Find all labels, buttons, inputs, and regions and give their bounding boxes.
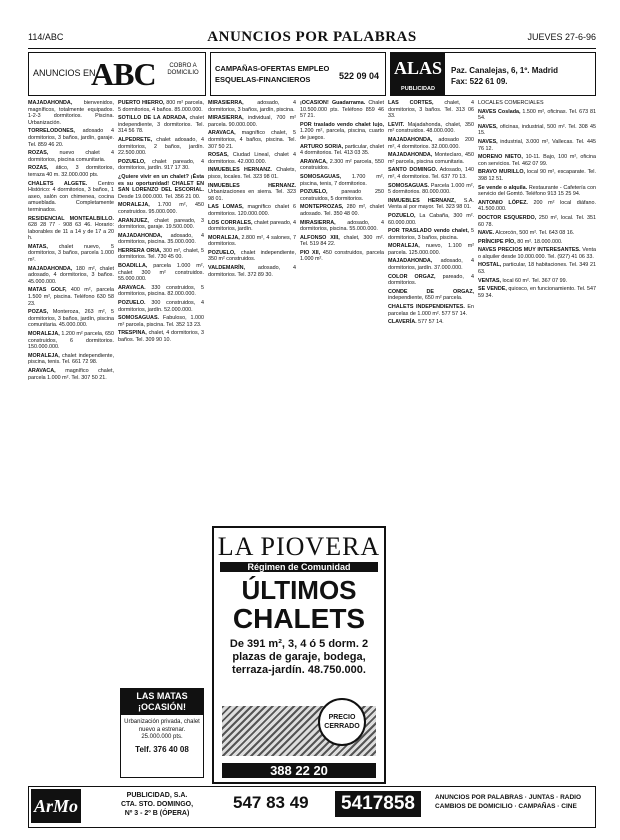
piovera-ribbon: Régimen de Comunidad bbox=[220, 562, 378, 572]
classified-ad: LOS CORRALES, chalet pareado, 4 dormitorios, jardín. bbox=[208, 219, 296, 233]
ad-keyword: ARAVACA, bbox=[28, 367, 56, 374]
ad-keyword: ANTONIO LÓPEZ. bbox=[478, 199, 528, 206]
classified-ad: MONTEPROZAS, 280 m², chalet adosado. Tel. 350 48 00. bbox=[300, 204, 384, 217]
classified-ad: NAVES, industrial, 3.000 m², Vallecas. Tel. 445 76 12. bbox=[478, 138, 596, 152]
ad-keyword: COLOR ORGAZ, bbox=[388, 273, 436, 280]
ad-keyword: MAJADAHONDA, bbox=[388, 136, 433, 143]
armo-street: CTA. STO. DOMINGO, bbox=[120, 801, 194, 808]
ad-keyword: MAJADAHONDA, bbox=[28, 100, 73, 106]
ad-keyword: MAJADAHONDA, bbox=[28, 265, 73, 272]
ad-keyword: SE VENDE, bbox=[478, 286, 507, 293]
ad-keyword: PUERTO HIERRO, bbox=[118, 100, 165, 106]
ad-keyword: NAVES Coslada, bbox=[478, 108, 521, 115]
classified-ad: LAS CORTES, chalet, 4 dormitorios, 3 baños. Tel. 313 06 33. bbox=[388, 100, 474, 120]
ad-keyword: POZUELO, bbox=[388, 212, 416, 219]
classified-ad: ARTURO SORIA, particular, chalet 4 dormitorios. Tel. 413 03 35. bbox=[300, 143, 384, 157]
ad-keyword: CHALETS ALGETE. bbox=[28, 180, 88, 187]
ad-keyword: DOCTOR ESQUERDO, bbox=[478, 214, 537, 221]
ad-keyword: MAJADAHONDA, bbox=[388, 258, 433, 265]
armo-footer-ad bbox=[28, 786, 596, 828]
alas-address-line-2: Fax: 522 61 09. bbox=[451, 77, 508, 86]
classified-ad: TRESPINA, chalet, 4 dormitorios, 3 baños. Tel. 309 90 10. bbox=[118, 330, 204, 343]
classified-ad: MATAS, chalet nuevo, 5 dormitorios, 3 baños, parcela 1.000 m². bbox=[28, 243, 114, 264]
ad-keyword: ARAVACA, bbox=[208, 130, 236, 137]
ad-keyword: SOMOSAGUAS. bbox=[118, 315, 160, 322]
classified-ad: ARANJUEZ, chalet pareado, 3 dormitorios, garaje. 19.500.000. bbox=[118, 217, 204, 231]
classified-ad: NAVE. Alcorcón, 500 m². Tel. 643 08 16. bbox=[478, 230, 575, 237]
classified-ad: HERRERA ORIA, 300 m², chalet, 5 dormitorios. Tel. 730 45 00. bbox=[118, 247, 204, 261]
classified-ad: ¡OCASIÓN! Guadarrama. Chalet 10.500.000 pts. Teléfono 859 46 57 21. bbox=[300, 100, 384, 120]
ad-keyword: Se vende o alquila. bbox=[478, 184, 528, 191]
piovera-title: LA PIOVERA bbox=[217, 532, 381, 561]
classified-ad: SANTO DOMINGO. Adosado, 140 m², 4 dormitorios. Tel. 637 70 13. bbox=[388, 167, 474, 180]
page-number: 114/ABC bbox=[28, 32, 64, 42]
classified-ad: MORALEJA, 1.700 m², 450 construidos. 95.000.000. bbox=[118, 202, 204, 215]
classified-ad: MORALEJA, 2.800 m², 4 salones, 7 dormitorios. bbox=[208, 234, 296, 248]
ad-keyword: POZUELO, bbox=[208, 249, 236, 256]
classified-ad: MAJADAHONDA, adosado, 4 dormitorios, jardín. 37.000.000. bbox=[388, 258, 474, 272]
ad-keyword: INMUEBLES HERNANZ. bbox=[208, 182, 296, 189]
classified-ad: HOSTAL, particular, 18 habitaciones. Tel. 349 21 63. bbox=[478, 262, 596, 276]
classified-ad: POZUELO. 300 construidos, 4 dormitorios, jardín. 52.000.000. bbox=[118, 300, 204, 313]
classified-ad: NAVES, oficinas, industrial, 500 m². Tel. 308 45 15. bbox=[478, 123, 596, 137]
classified-ad: MATAS GOLF, 400 m², parcela 1.500 m², piscina. Teléfono 630 58 23. bbox=[28, 287, 114, 307]
ad-keyword: ROSAS, bbox=[208, 152, 229, 159]
alas-logo-text: ALAS bbox=[393, 58, 442, 78]
ad-keyword: VALDEMARÍN, bbox=[208, 265, 246, 272]
las-matas-body: Urbanización privada, chalet nuevo a estrenar. 25.000.000 pts. bbox=[124, 719, 200, 740]
classified-column-5 bbox=[388, 100, 474, 785]
classified-ad: SOMOSAGUAS, 1.700 m², piscina, tenis, 7 dormitorios. bbox=[300, 173, 384, 187]
classified-ad: PRÍNCIPE PÍO, 80 m². 18.000.000. bbox=[478, 238, 563, 245]
classified-ad: SOMOSAGUAS. Parcela 1.000 m², 5 dormitorios. 80.000.000. bbox=[388, 182, 474, 196]
piovera-description: De 391 m², 3, 4 ó 5 dorm. 2 plazas de garaje, bodega, terraza-jardín. 48.750.000. bbox=[229, 638, 369, 676]
classified-ad: ALPEDRETE, chalet adosado, 4 dormitorios, 2 baños, jardín. 22.500.000. bbox=[118, 136, 204, 157]
ad-keyword: CHALETS INDEPENDIENTES. bbox=[388, 304, 465, 311]
classified-ad: CHALETS ALGETE. Centro Histórico: 4 dormitorios, 3 baños, 1 aseo, salón con chimenea, cocina amueblada. Completamente terminados. bbox=[28, 180, 114, 213]
ad-keyword: NAVES, bbox=[478, 138, 498, 145]
armo-logo: ArMo bbox=[31, 789, 81, 823]
classified-ad: LEVIT. Majadahonda, chalet, 350 m² construidos. 48.000.000. bbox=[388, 121, 474, 135]
classified-ad: ALFONSO XIII, chalet, 300 m². Tel. 519 84 22. bbox=[300, 234, 384, 248]
ad-keyword: ALPEDRETE, bbox=[118, 136, 153, 143]
ad-keyword: ROZAS, bbox=[28, 150, 49, 157]
classified-ad: POR TRASLADO vendo chalet, 5 dormitorios, 3 baños, piscina. bbox=[388, 228, 474, 241]
classified-column-1 bbox=[28, 100, 114, 785]
ad-keyword: RESIDENCIAL MONTEALBILLO. bbox=[28, 215, 114, 222]
classified-ad: TORRELODONES, adosado 4 dormitorios, 3 baños, jardín, garaje. Tel. 859 46 20. bbox=[28, 128, 114, 148]
classified-column-6 bbox=[478, 100, 596, 785]
classified-column-4 bbox=[300, 100, 384, 430]
classified-ad: MORALEJA, nuevo, 1.100 m² parcela. 125.000.000. bbox=[388, 243, 474, 256]
classified-ad: NAVES Coslada, 1.500 m², oficinas. Tel. 673 81 54. bbox=[478, 108, 596, 122]
ad-keyword: POZUELO, bbox=[300, 189, 328, 196]
ad-keyword: MONTEPROZAS, bbox=[300, 204, 344, 211]
ad-keyword: BRAVO MURILLO, bbox=[478, 169, 526, 176]
ad-keyword: HOSTAL, bbox=[478, 262, 502, 269]
classified-ad: ¿Quiere vivir en un chalet? ¡Ésta es su oportunidad! CHALET EN SAN LORENZO DEL ESCORIAL. Desde 19.000.000. Tel. 356 21 00. bbox=[118, 173, 204, 200]
las-matas-title: LAS MATAS ¡OCASIÓN! bbox=[121, 689, 203, 715]
ad-keyword: POZAS, bbox=[28, 309, 49, 316]
classified-ad: POZUELO, pareado 250 construidos, 5 dormitorios. bbox=[300, 189, 384, 202]
classified-ad: ROSAS, Ciudad Lineal, chalet 4 dormitorios. 42.000.000. bbox=[208, 152, 296, 165]
classified-ad: LOCALES COMERCIALES bbox=[478, 100, 544, 106]
ad-keyword: POR TRASLADO vendo chalet, bbox=[388, 228, 469, 235]
classified-ad: BOADILLA, parcela 1.000 m², chalet 300 m² construidos. 55.000.000. bbox=[118, 263, 204, 283]
ad-keyword: MATAS GOLF, bbox=[28, 287, 67, 294]
classified-ad: MORALEJA, chalet independiente, piscina, tenis. Tel. 661 72 98. bbox=[28, 352, 114, 366]
classified-ad: SE VENDE, quiosco, en funcionamiento. Tel. 547 59 34. bbox=[478, 286, 596, 299]
ad-keyword: SOTILLO DE LA ADRADA, bbox=[118, 115, 188, 122]
ad-keyword: MIRASIERRA, bbox=[208, 115, 244, 122]
piovera-chalets: CHALETS bbox=[232, 603, 366, 634]
classified-ad: ANTONIO LÓPEZ. 200 m² local diáfano. 41.500.000. bbox=[478, 199, 596, 213]
alas-address-line-1: Paz. Canalejas, 6, 1º. Madrid bbox=[451, 66, 558, 75]
campaign-line-1: CAMPAÑAS-OFERTAS EMPLEO bbox=[215, 64, 330, 73]
ad-keyword: ARAVACA. bbox=[118, 284, 146, 291]
classified-ad: CONDE DE ORGAZ, independiente, 650 m² parcela. bbox=[388, 288, 474, 302]
alas-logo-sub: PUBLICIDAD bbox=[401, 86, 435, 92]
classified-ad: MAJADAHONDA, 180 m², chalet adosado, 4 dormitorios, 3 baños. 45.000.000. bbox=[28, 265, 114, 285]
classified-ad: COLOR ORGAZ, pareado, 4 dormitorios. bbox=[388, 273, 474, 287]
armo-name: PUBLICIDAD, S.A. bbox=[126, 792, 188, 799]
armo-phone-1: 547 83 49 bbox=[233, 793, 309, 812]
classified-ad: SOTILLO DE LA ADRADA, chalet independiente, 3 dormitorios. Tel. 314 56 78. bbox=[118, 115, 204, 135]
classified-ad: MIRASIERRA, adosado, 4 dormitorios, 3 baños, jardín, piscina. bbox=[208, 100, 296, 113]
ad-keyword: CLAVERÍA. bbox=[388, 319, 417, 326]
armo-services: ANUNCIOS POR PALABRAS · JUNTAS · RADIO CAMBIOS DE DOMICILIO · CAMPAÑAS · CINE bbox=[435, 794, 582, 810]
ad-keyword: ¡OCASIÓN! Guadarrama. bbox=[300, 100, 366, 106]
classified-ad: ARAVACA, magnífico chalet, 5 dormitorios, 4 baños, piscina. Tel. 307 50 21. bbox=[208, 130, 296, 150]
ad-keyword: MORALEJA, bbox=[28, 352, 60, 359]
piovera-ultimos: ÚLTIMOS bbox=[241, 575, 357, 605]
abc-ad-banner bbox=[28, 52, 206, 96]
classified-ad: CLAVERÍA. 577 57 14. bbox=[388, 319, 444, 326]
ad-keyword: ARANJUEZ, bbox=[118, 217, 149, 224]
classified-ad: ARAVACA, 2.300 m² parcela, 550 construidos. bbox=[300, 158, 384, 172]
ad-keyword: NAVE. bbox=[478, 230, 495, 237]
classified-column-3 bbox=[208, 100, 296, 430]
ad-keyword: MAJADAHONDA, bbox=[118, 232, 163, 239]
la-piovera-ad bbox=[212, 526, 386, 784]
page-header bbox=[28, 28, 596, 49]
las-matas-phone: Telf. 376 40 08 bbox=[135, 744, 189, 754]
abc-logo: ABC bbox=[91, 56, 156, 92]
ad-keyword: ALFONSO XIII, bbox=[300, 234, 340, 241]
ad-keyword: ARTURO SORIA, bbox=[300, 143, 344, 150]
ad-keyword: ROZAS, bbox=[28, 165, 49, 172]
alas-banner bbox=[390, 52, 596, 96]
ad-keyword: MORALEJA, bbox=[388, 243, 420, 250]
classified-ad: PUERTO HIERRO, 800 m² parcela, 5 dormitorios, 4 baños. 85.000.000. bbox=[118, 100, 204, 113]
classified-ad: INMUEBLES HERNANZ. Urbanizaciones en sierra. Tel. 323 98 01. bbox=[208, 182, 296, 202]
classified-ad: POZUELO, chalet pareado, 4 dormitorios, jardín. 917 17 30. bbox=[118, 158, 204, 172]
ad-keyword: HERRERA ORIA, bbox=[118, 247, 162, 254]
piovera-price-stamp: PRECIO CERRADO bbox=[318, 698, 366, 746]
alas-logo bbox=[391, 53, 445, 95]
ad-keyword: NAVES PRECIOS MUY INTERESANTES. bbox=[478, 247, 581, 254]
armo-floor: Nº 3 - 2º B (ÓPERA) bbox=[124, 810, 190, 817]
ad-keyword: LAS CORTES, bbox=[388, 100, 434, 106]
classified-ad: MORENO NIETO, 10-11. Bajo, 100 m², oficina con servicios. Tel. 462 07 99. bbox=[478, 154, 596, 167]
ad-keyword: MAJADAHONDA, bbox=[388, 152, 433, 159]
classified-ad: POZUELO, La Cabaña, 300 m². 60.000.000. bbox=[388, 212, 474, 226]
classified-ad: Se vende o alquila. Restaurante - Cafetería con servicio del Gomtó. Teléfono 913 15 25 94. bbox=[478, 184, 596, 198]
ad-keyword: VENTAS, bbox=[478, 277, 501, 284]
classified-ad: DOCTOR ESQUERDO, 250 m², local. Tel. 351 60 78. bbox=[478, 214, 596, 228]
ad-keyword: MORALEJA, bbox=[28, 331, 60, 337]
classified-ad: VALDEMARÍN, adosado, 4 dormitorios. Tel. 372 89 30. bbox=[208, 265, 296, 278]
ad-keyword: INMUEBLES HERNANZ. bbox=[208, 167, 272, 174]
classified-ad: NAVES PRECIOS MUY INTERESANTES. Venta o alquiler desde 10.000.000. Tel. (927) 41 06 33. bbox=[478, 247, 596, 260]
classified-ad: VENTAS, local 60 m². Tel. 367 07 99. bbox=[478, 277, 568, 284]
ad-keyword: MIRASIERRA, bbox=[300, 219, 336, 226]
las-matas-ad bbox=[120, 688, 204, 778]
ad-keyword: TRESPINA, bbox=[118, 330, 147, 337]
classified-ad: POR traslado vendo chalet lujo, 1.200 m², parcela, piscina, cuarto de juegos. bbox=[300, 121, 384, 141]
ad-keyword: CONDE DE ORGAZ, bbox=[388, 288, 474, 295]
ad-keyword: POZUELO, bbox=[118, 158, 146, 165]
classified-ad: RESIDENCIAL MONTEALBILLO. 628 28 77 · 908 63 46. Horario: laborables de 11 a 14 y de 17 a 20 h. bbox=[28, 215, 114, 242]
classified-ad: ARAVACA. 330 construidos, 5 dormitorios, piscina. 82.000.000. bbox=[118, 284, 204, 298]
ad-keyword: MIRASIERRA, bbox=[208, 100, 244, 106]
classified-ad: POZUELO, chalet independiente, 350 m² construidos. bbox=[208, 249, 296, 263]
classified-ad: INMUEBLES HERNANZ, S.A. Venta al por mayor. Tel. 323 98 01. bbox=[388, 197, 474, 211]
classified-ad: PIO XII, 450 construidos, parcela 1.000 m². bbox=[300, 249, 384, 263]
ad-keyword: INMUEBLES HERNANZ, bbox=[388, 197, 456, 204]
ad-keyword: MORENO NIETO, bbox=[478, 154, 523, 161]
classified-ad: MAJADAHONDA, adosado 200 m², 4 dormitorios. 32.000.000. bbox=[388, 136, 474, 150]
ad-keyword: NAVES, bbox=[478, 123, 498, 130]
classified-ad: CHALETS INDEPENDIENTES. En parcelas de 1.000 m². 577 57 14. bbox=[388, 304, 474, 317]
classified-ad: ARAVACA, magnífico chalet, parcela 1.000 m². Tel. 307 50 21. bbox=[28, 367, 114, 381]
classified-ad: ROZAS, ático, 3 dormitorios, terraza 40 m. 32.000.000 pts. bbox=[28, 165, 114, 178]
ad-keyword: BOADILLA, bbox=[118, 263, 148, 270]
ad-keyword: ARAVACA, bbox=[300, 158, 328, 165]
campaign-banner bbox=[210, 52, 386, 96]
ad-keyword: TORRELODONES, bbox=[28, 128, 75, 135]
ad-keyword: PRÍNCIPE PÍO, bbox=[478, 238, 516, 245]
campaign-phone: 522 09 04 bbox=[338, 71, 379, 81]
ad-keyword: LOS CORRALES, bbox=[208, 219, 253, 226]
ad-keyword: POZUELO. bbox=[118, 300, 146, 307]
ad-keyword: PIO XII, bbox=[300, 249, 321, 256]
ad-keyword: MORALEJA, bbox=[118, 202, 150, 209]
classified-ad: ROZAS, nuevo chalet 4 dormitorios, piscina comunitaria. bbox=[28, 150, 114, 163]
classified-ad: MIRASIERRA, individual, 700 m² parcela. 90.000.000. bbox=[208, 115, 296, 128]
ad-keyword: MORALEJA, bbox=[208, 234, 240, 241]
abc-prefix: ANUNCIOS EN bbox=[33, 68, 96, 78]
ad-keyword: SANTO DOMINGO. bbox=[388, 167, 438, 174]
ad-keyword: SOMOSAGUAS. bbox=[388, 182, 430, 189]
ad-keyword: SOMOSAGUAS, bbox=[300, 173, 342, 180]
piovera-phone: 388 22 20 bbox=[222, 763, 376, 778]
campaign-line-2: ESQUELAS-FINANCIEROS bbox=[215, 75, 311, 84]
armo-phone-2: 5417858 bbox=[335, 791, 421, 817]
classified-ad: BRAVO MURILLO, local 90 m², escaparate. Tel. 398 12 51. bbox=[478, 169, 596, 182]
classified-ad: MAJADAHONDA, adosado, 4 dormitorios, piscina. 35.000.000. bbox=[118, 232, 204, 246]
section-title: ANUNCIOS POR PALABRAS bbox=[207, 29, 417, 45]
armo-address bbox=[85, 791, 229, 818]
ad-keyword: ¿Quiere vivir en un chalet? ¡Ésta es su oportunidad! CHALET EN SAN LORENZO DEL ESCORIAL. bbox=[118, 173, 204, 194]
classified-ad: INMUEBLES HERNANZ. Chalets, pisos, locales. Tel. 323 98 01. bbox=[208, 167, 296, 180]
classified-ad: SOMOSAGUAS. Fabuloso, 1.000 m² parcela, piscina. Tel. 352 13 23. bbox=[118, 315, 204, 328]
abc-subtitle: COBRO A DOMICILIO bbox=[167, 63, 199, 76]
classified-ad: POZAS, Monteroza, 263 m², 5 dormitorios, 3 baños, jardín, piscina comunitaria. 45.000.000. bbox=[28, 309, 114, 329]
classified-ad: MORALEJA, 1.200 m² parcela, 650 construidos, 6 dormitorios. 150.000.000. bbox=[28, 331, 114, 351]
ad-keyword: POR traslado vendo chalet lujo, bbox=[300, 121, 384, 128]
ad-keyword: LAS LOMAS, bbox=[208, 204, 244, 211]
alas-address bbox=[451, 65, 558, 87]
classified-ad: MIRASIERRA, adosado, 4 dormitorios, piscina. 55.000.000. bbox=[300, 219, 384, 233]
issue-date: JUEVES 27-6-96 bbox=[527, 32, 596, 42]
classified-column-2 bbox=[118, 100, 204, 670]
ad-keyword: LEVIT. bbox=[388, 121, 405, 128]
classified-ad: MAJADAHONDA, Monteclaro, 450 m² parcela, piscina comunitaria. bbox=[388, 152, 474, 165]
classified-ad: MAJADAHONDA, bienvenidos, magníficos, totalmente equipados. 1-2-3 dormitorios. Piscina. Urbanización. bbox=[28, 100, 114, 126]
ad-keyword: MATAS, bbox=[28, 243, 48, 250]
classified-ad: LAS LOMAS, magnífico chalet 6 dormitorios. 120.000.000. bbox=[208, 204, 296, 217]
